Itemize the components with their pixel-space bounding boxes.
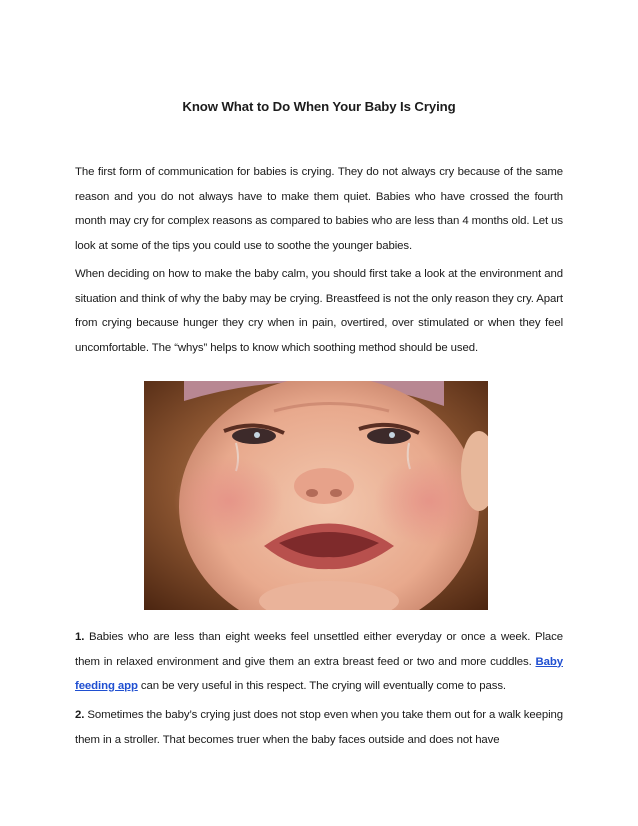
- tip-1-text-before: Babies who are less than eight weeks feel unsettled either everyday or once a week. Place them in relaxed environment and give them an extra breast feed or two and more cuddles.: [75, 631, 563, 668]
- paragraph-intro: The first form of communication for babies is crying. They do not always cry because of the same reason and you do not always have to make them quiet. Babies who have crossed the fourth month may cry for complex reasons as compared to babies who are less than 4 months old. Let us look at some of the tips you could use to soothe the younger babies.: [75, 166, 563, 252]
- tip-2: [75, 703, 563, 752]
- tip-1: [75, 625, 563, 699]
- tip-1-number: 1.: [75, 631, 85, 643]
- tip-2-text: Sometimes the baby’s crying just does not stop even when you take them out for a walk keeping them in a stroller. That becomes truer when the baby faces outside and does not have: [75, 709, 563, 746]
- crying-baby-photo: [144, 381, 488, 610]
- tip-1-text-after: can be very useful in this respect. The crying will eventually come to pass.: [137, 680, 506, 692]
- baby-feeding-app-link[interactable]: Baby feeding app: [75, 655, 563, 692]
- paragraph-environment: When deciding on how to make the baby calm, you should first take a look at the environment and situation and think of why the baby may be crying. Breastfeed is not the only reason they cry. Apart from crying because hunger they cry when in pain, overtired, over stimulated or when they feel uncomfortable. The “whys” helps to know which soothing method should be used.: [75, 268, 563, 354]
- tip-2-number: 2.: [75, 709, 85, 721]
- page-title: Know What to Do When Your Baby Is Crying: [182, 99, 456, 114]
